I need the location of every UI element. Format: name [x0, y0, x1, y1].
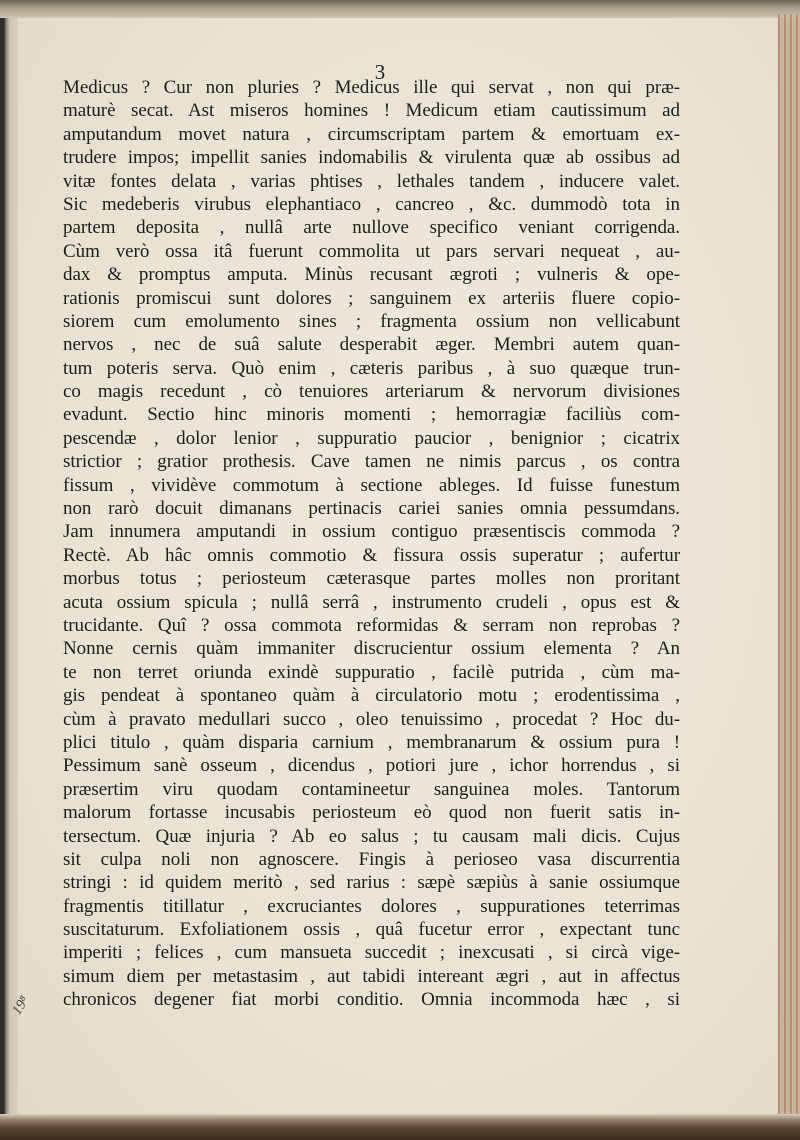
- text-line: gis pendeat à spontaneo quàm à circulatorio motu ; erodentissima ,: [63, 685, 680, 707]
- text-line: suscitaturum. Exfoliationem ossis , quâ fucetur error , expectant tunc: [63, 919, 680, 941]
- text-line: dax & promptus amputa. Minùs recusant ægroti ; vulneris & ope-: [63, 264, 680, 286]
- text-line: Nonne cernis quàm immaniter discrucientur ossium elementa ? An: [63, 638, 680, 660]
- text-line: co magis recedunt , cò tenuiores arteriarum & nervorum divisiones: [63, 381, 680, 403]
- text-line: chronicos degener fiat morbi conditio. Omnia incommoda hæc , si: [63, 989, 680, 1011]
- text-line: siorem cum emolumento sines ; fragmenta ossium non vellicabunt: [63, 310, 680, 332]
- text-line: trudere impos; impellit sanies indomabilis & virulenta quæ ab ossibus ad: [63, 147, 680, 169]
- body-text: [63, 76, 680, 1012]
- text-line: non rarò docuit dimanans pertinacis cariei sanies omnia pessumdans.: [63, 498, 680, 520]
- page-edges-right: [776, 14, 800, 1124]
- text-line: partem deposita , nullâ arte nullove specifico veniant corrigenda.: [63, 217, 680, 239]
- page-bottom-edge: [0, 1114, 800, 1140]
- text-line: sit culpa noli non agnoscere. Fingis à perioseo vasa discurrentia: [63, 848, 680, 870]
- text-line: fragmentis titillatur , excruciantes dolores , suppurationes teterrimas: [63, 895, 680, 917]
- text-line: rationis promiscui sunt dolores ; sanguinem ex arteriis fluere copio-: [63, 287, 680, 309]
- text-line: simum diem per metastasim , aut tabidi intereant ægri , aut in affectus: [63, 965, 680, 987]
- text-line: Medicus ? Cur non pluries ? Medicus ille qui servat , non qui præ-: [63, 77, 680, 98]
- text-line: trucidante. Quî ? ossa commota reformidas & serram non reprobas ?: [63, 614, 680, 636]
- text-line: Sic medeberis virubus elephantiaco , cancreo , &c. dummodò tota in: [63, 193, 680, 215]
- text-line: nervos , nec de suâ salute desperabit æger. Membri autem quan-: [63, 334, 680, 356]
- text-line: amputandum movet natura , circumscriptam partem & emortuam ex-: [63, 123, 680, 145]
- text-line: pescendæ , dolor lenior , suppuratio paucior , benignior ; cicatrix: [63, 427, 680, 449]
- text-line: tum poteris serva. Quò enim , cæteris paribus , à suo quæque trun-: [63, 357, 680, 379]
- text-line: plici titulo , quàm disparia carnium , membranarum & ossium pura !: [63, 731, 680, 753]
- text-line: malorum fortasse incusabis periosteum eò quod non fuerit satis in-: [63, 802, 680, 824]
- text-line: vitæ fontes delata , varias phtises , lethales tandem , inducere valet.: [63, 170, 680, 192]
- text-line: Cùm verò ossa itâ fuerunt commolita ut pars servari nequeat , au-: [63, 240, 680, 262]
- page-number: 3: [374, 60, 386, 84]
- text-line: te non terret oriunda exindè suppuratio , facilè putrida , cùm ma-: [63, 661, 680, 683]
- book-page: [9, 18, 778, 1116]
- text-line: morbus totus ; periosteum cæterasque partes molles non proritant: [63, 568, 680, 590]
- text-line: fissum , vividève commotum à sectione ableges. Id fuisse funestum: [63, 474, 680, 496]
- text-line: stringi : id quidem meritò , sed rarius : sæpè sæpiùs à sanie ossiumque: [63, 872, 680, 894]
- text-line: evadunt. Sectio hinc minoris momenti ; hemorragiæ faciliùs com-: [63, 404, 680, 426]
- text-line: tersectum. Quæ injuria ? Ab eo salus ; tu causam mali dicis. Cujus: [63, 825, 680, 847]
- text-line: Jam innumera amputandi in ossium contiguo præsentiscis commoda ?: [63, 521, 680, 543]
- text-line: cùm à pravato medullari succo , oleo tenuissimo , procedat ? Hoc du-: [63, 708, 680, 730]
- margin-annotation: 19⁸: [9, 993, 33, 1018]
- text-line: Pessimum sanè osseum , dicendus , potiori jure , ichor horrendus , si: [63, 755, 680, 777]
- text-line: maturè secat. Ast miseros homines ! Medicum etiam cautissimum ad: [63, 100, 680, 122]
- text-line: strictior ; gratior prothesis. Cave tamen ne nimis parcus , os contra: [63, 451, 680, 473]
- text-line: præsertim viru quodam contamineetur sanguinea moles. Tantorum: [63, 778, 680, 800]
- text-line: imperiti ; felices , cum mansueta succedit ; inexcusati , si circà vige-: [63, 942, 680, 964]
- page-top-edge: [0, 0, 800, 18]
- text-line: acuta ossium spicula ; nullâ serrâ , instrumento crudeli , opus est &: [63, 591, 680, 613]
- text-line: Rectè. Ab hâc omnis commotio & fissura ossis superatur ; aufertur: [63, 544, 680, 566]
